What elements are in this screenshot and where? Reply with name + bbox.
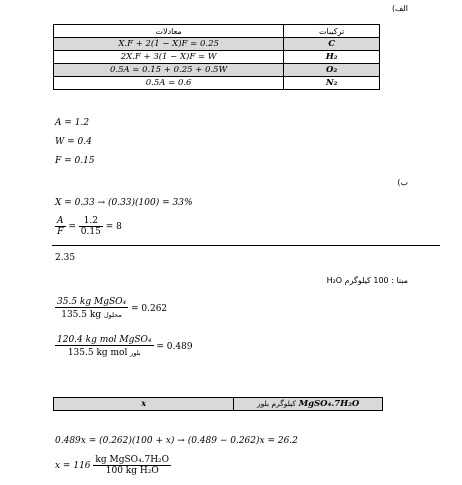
fraction-2-num: 120.4 kg mol MgSO₄ xyxy=(57,335,152,345)
fraction-2-den-value: 135.5 kg mol xyxy=(67,348,128,358)
row-c-compound: C xyxy=(284,38,380,51)
row-o2-equation: 0.5A = 0.15 + 0.25 + 0.5W xyxy=(54,64,284,77)
mass-fraction-crystal xyxy=(55,335,193,358)
table-header-row xyxy=(54,25,380,38)
row-n2-compound: N₂ xyxy=(284,77,380,90)
final-equation: 0.489x = (0.262)(100 + x) → (0.489 − 0.262)x = 26.2 xyxy=(55,436,298,446)
part-a-label: الف) xyxy=(391,4,408,13)
final-x-lhs: x = 116 xyxy=(55,461,91,471)
row-n2-equation: 0.5A = 0.6 xyxy=(54,77,284,90)
value-2-35: 2.35 xyxy=(55,253,76,263)
part-b-label: ب) xyxy=(397,178,408,187)
crystal-right-formula: MgSO₄.7H₂O xyxy=(298,399,360,409)
crystal-right-cell xyxy=(234,398,383,411)
mass-fraction-solution xyxy=(55,297,167,320)
fraction-1 xyxy=(55,297,128,320)
final-x-num: kg MgSO₄.7H₂O xyxy=(95,455,170,465)
fraction-1-result: = 0.262 xyxy=(130,304,168,314)
final-x xyxy=(55,455,171,476)
result-w: W = 0.4 xyxy=(55,137,92,147)
table-row xyxy=(54,398,383,411)
crystal-table xyxy=(53,397,383,411)
ratio-equation: $\frac{A}{F}$ = $\frac{1.2}{0.15}$ = 8 xyxy=(57,216,122,237)
crystal-left-cell: x xyxy=(54,398,234,411)
equations-table xyxy=(53,24,380,90)
ratio-lhs-num: A xyxy=(57,216,64,226)
fraction-2-den xyxy=(55,346,154,358)
fraction-1-den-sub: محلول xyxy=(103,311,122,319)
basis-line xyxy=(327,276,408,286)
x-equation: X = 0.33 → (0.33)(100) = 33% xyxy=(55,198,193,208)
final-x-den: 100 kg H₂O xyxy=(105,466,159,476)
table-row xyxy=(54,51,380,64)
basis-text: مبنا : 100 کیلوگرم H₂O xyxy=(326,276,408,285)
row-c-equation: X.F + 2(1 − X)F = 0.25 xyxy=(54,38,284,51)
fraction-2-den-sub: بلور xyxy=(130,349,141,357)
row-h2-equation: 2X.F + 3(1 − X)F = W xyxy=(54,51,284,64)
table-row xyxy=(54,64,380,77)
ratio-rhs-den: 0.15 xyxy=(80,227,101,237)
table-row xyxy=(54,38,380,51)
fraction-1-num: 35.5 kg MgSO₄ xyxy=(57,297,127,307)
header-equations: معادلات xyxy=(54,25,284,38)
crystal-right-text: کیلوگرم بلور xyxy=(256,399,296,408)
ratio-lhs-den: F xyxy=(57,227,64,237)
ratio-lhs-fraction xyxy=(55,216,66,237)
fraction-2 xyxy=(55,335,154,358)
table-row xyxy=(54,77,380,90)
row-h2-compound: H₂ xyxy=(284,51,380,64)
divider xyxy=(52,245,440,246)
row-o2-compound: O₂ xyxy=(284,64,380,77)
ratio-rhs-fraction xyxy=(79,216,103,237)
fraction-1-den-value: 135.5 kg xyxy=(61,310,102,320)
fraction-2-result: = 0.489 xyxy=(156,342,193,352)
result-a: A = 1.2 xyxy=(55,118,90,128)
fraction-1-den xyxy=(55,308,128,320)
header-compounds: ترکیبات xyxy=(284,25,380,38)
ratio-result: = 8 xyxy=(105,222,122,232)
final-x-fraction xyxy=(93,455,171,476)
ratio-rhs-num: 1.2 xyxy=(79,216,103,227)
result-f: F = 0.15 xyxy=(55,156,95,166)
